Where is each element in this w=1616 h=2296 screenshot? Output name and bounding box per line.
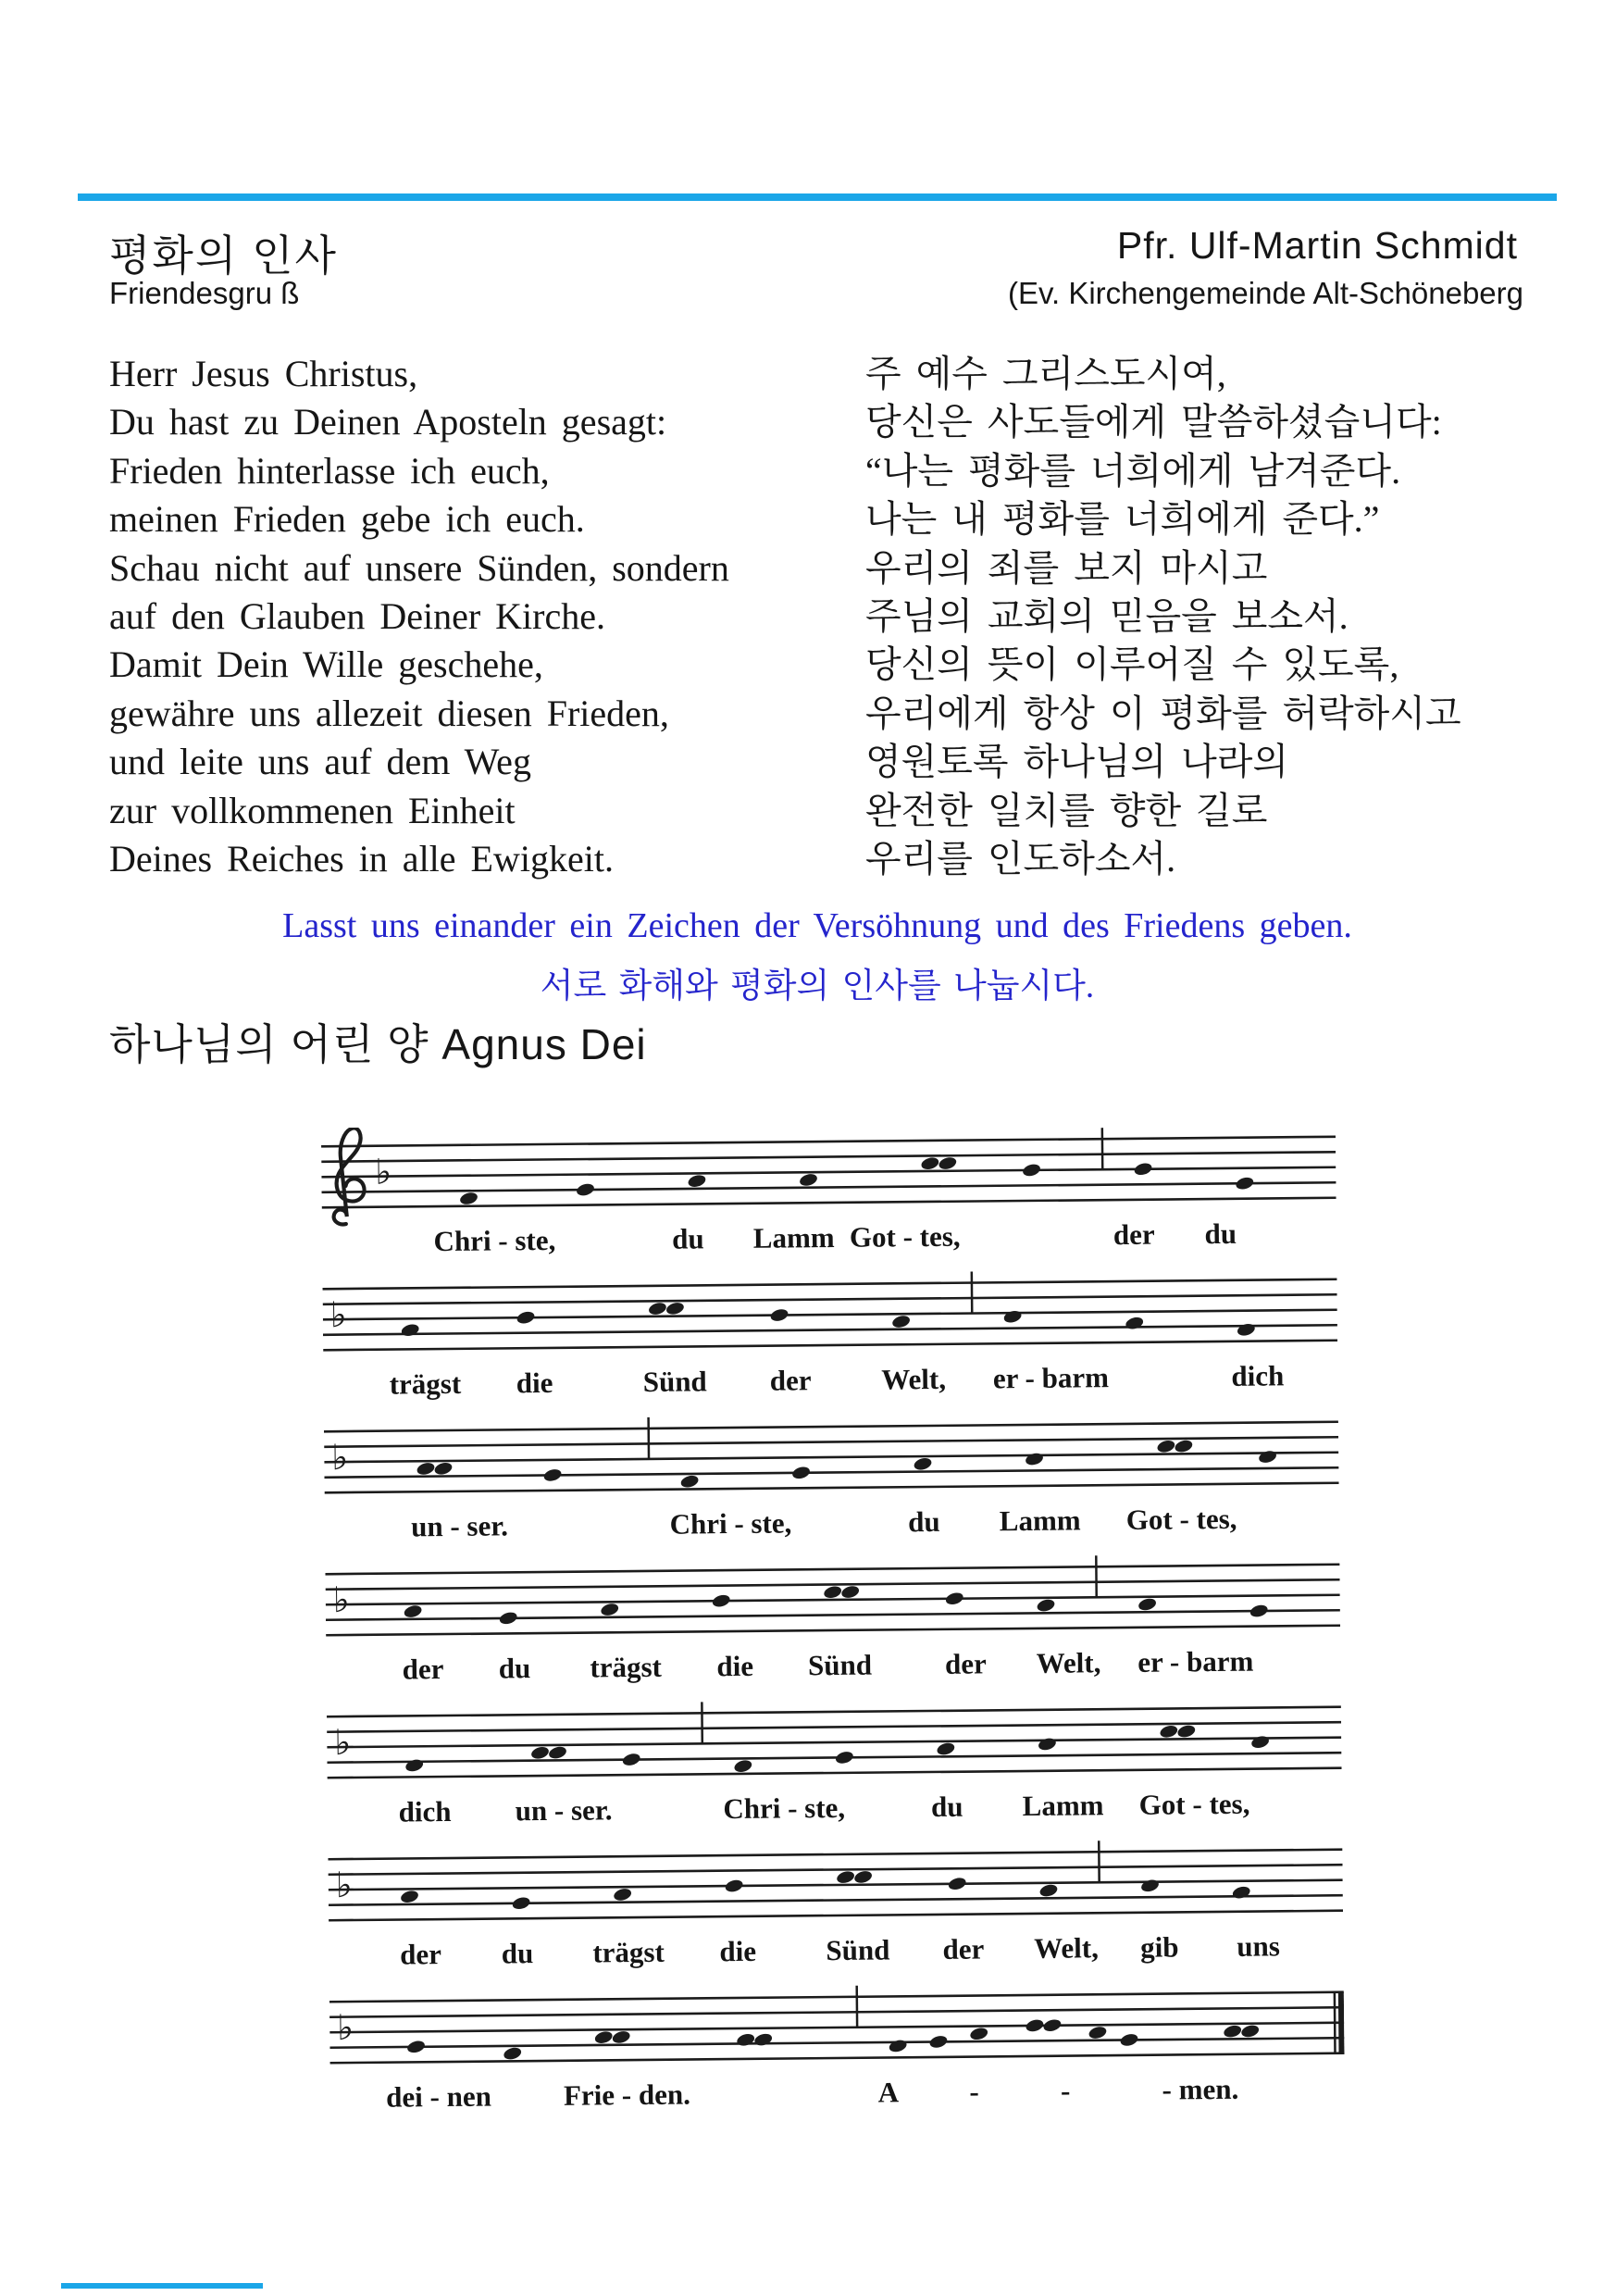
- staff-line: [327, 1707, 1341, 1717]
- bottom-divider-rule: [61, 2283, 263, 2289]
- lyric-syllable: Chri - ste,: [723, 1791, 846, 1826]
- notehead: [853, 1869, 874, 1885]
- lyric-syllable: die: [716, 1649, 754, 1683]
- prayer-line-korean: 영원토록 하나님의 나라의: [865, 741, 1289, 783]
- prayer-line-korean: 우리의 죄를 보지 마시고: [865, 546, 1268, 589]
- notehead: [530, 1745, 551, 1761]
- prayer-column-korean: [865, 350, 1550, 883]
- notehead: [400, 1322, 420, 1338]
- notehead: [736, 2032, 756, 2048]
- staff-line: [321, 1152, 1336, 1162]
- lyric-syllable: der: [399, 1938, 442, 1971]
- staff-line: [328, 1768, 1342, 1778]
- notehead: [1133, 1161, 1153, 1177]
- flat-sign-icon: ♭: [335, 1864, 353, 1906]
- notehead: [769, 1307, 789, 1323]
- notehead: [944, 1591, 964, 1606]
- flat-sign-icon: ♭: [332, 1579, 350, 1621]
- notehead: [1231, 1885, 1251, 1901]
- lyric-syllable: der: [769, 1364, 812, 1397]
- notehead: [621, 1752, 641, 1767]
- prayer-line-korean: “나는 평화를 너희에게 남겨준다.: [865, 449, 1401, 492]
- flat-sign-icon: ♭: [336, 2006, 354, 2049]
- lyric-syllable: Sünd: [807, 1648, 873, 1682]
- final-barline-thick: [1338, 1992, 1345, 2053]
- notehead: [936, 1741, 956, 1757]
- notehead: [1235, 1176, 1255, 1192]
- prayer-line-korean: 우리를 인도하소서.: [865, 838, 1176, 880]
- lyric-syllable: un - ser.: [515, 1793, 613, 1828]
- page-title-korean: 평화의 인사: [109, 231, 338, 280]
- lyric-syllable: du: [498, 1652, 531, 1685]
- lyric-syllable: trägst: [590, 1650, 663, 1684]
- notehead: [840, 1584, 861, 1600]
- notehead: [799, 1172, 819, 1188]
- staff-line: [326, 1610, 1340, 1620]
- lyric-syllable: A: [877, 2076, 900, 2109]
- notehead: [542, 1467, 563, 1483]
- notehead: [1137, 1597, 1158, 1613]
- staff-line: [321, 1137, 1336, 1147]
- music-staff-3: [324, 1404, 1339, 1548]
- lyric-syllable: dich: [398, 1794, 452, 1828]
- notehead: [1156, 1439, 1176, 1454]
- lyric-syllable: der: [1113, 1217, 1155, 1252]
- prayer-line-german: Damit Dein Wille geschehe,: [109, 643, 543, 686]
- notehead: [1240, 2024, 1261, 2040]
- lyric-syllable: -: [969, 2075, 979, 2108]
- staff-line: [327, 1738, 1341, 1748]
- lyric-syllable: uns: [1237, 1929, 1281, 1963]
- lyric-syllable: - men.: [1162, 2072, 1239, 2106]
- notehead: [947, 1876, 967, 1891]
- flat-sign-icon: ♭: [375, 1151, 392, 1192]
- prayer-line-german: Deines Reiches in alle Ewigkeit.: [109, 838, 614, 880]
- staff-line: [326, 1626, 1340, 1636]
- music-staff-7: [329, 1974, 1345, 2118]
- final-barline: [1335, 1992, 1336, 2053]
- notehead: [834, 1750, 854, 1766]
- prayer-line-korean: 우리에게 항상 이 평화를 허락하시고: [865, 692, 1461, 734]
- notehead: [406, 2039, 427, 2054]
- lyric-syllable: dei - nen: [386, 2079, 492, 2114]
- notehead: [1236, 1322, 1256, 1338]
- staff-line: [323, 1325, 1337, 1335]
- notehead: [403, 1603, 423, 1619]
- notehead: [503, 2046, 523, 2062]
- staff-line: [323, 1279, 1337, 1290]
- lyric-syllable: Chri - ste,: [669, 1506, 792, 1541]
- prayer-line-german: Herr Jesus Christus,: [109, 353, 418, 394]
- sheet-music-block: [321, 1118, 1345, 2126]
- notehead: [1042, 2017, 1063, 2033]
- notehead: [1002, 1309, 1023, 1325]
- prayer-line-german: auf den Glauben Deiner Kirche.: [109, 595, 605, 638]
- notehead: [1022, 1163, 1042, 1179]
- prayer-line-korean: 당신은 사도들에게 말씀하셨습니다:: [865, 401, 1442, 443]
- music-staff-4: [325, 1546, 1340, 1691]
- notehead: [1088, 2025, 1108, 2040]
- notehead: [920, 1155, 940, 1171]
- staff-line: [325, 1565, 1339, 1575]
- lyric-syllable: Lamm: [999, 1504, 1081, 1538]
- notehead: [1223, 2024, 1243, 2040]
- lyric-syllable: du: [930, 1790, 963, 1823]
- lyric-syllable: dich: [1231, 1359, 1285, 1392]
- notehead: [416, 1461, 436, 1477]
- lyric-syllable: Welt,: [1033, 1931, 1100, 1965]
- notehead: [888, 2039, 908, 2054]
- lyric-syllable: Chri - ste,: [433, 1223, 556, 1258]
- lyric-syllable: der: [944, 1647, 987, 1680]
- lyric-syllable: die: [719, 1934, 757, 1968]
- prayer-line-german: gewähre uns allezeit diesen Frieden,: [109, 692, 669, 734]
- staff-line: [323, 1341, 1337, 1351]
- staff-line: [324, 1453, 1338, 1463]
- notehead: [724, 1878, 744, 1894]
- invitation-line-german: Lasst uns einander ein Zeichen der Versöhnung und des Friedens geben.: [282, 906, 1352, 945]
- notehead: [791, 1465, 812, 1480]
- flat-sign-icon: ♭: [331, 1437, 349, 1479]
- notehead: [753, 2032, 774, 2048]
- staff-line: [329, 2007, 1344, 2017]
- lyric-syllable: Frie - den.: [563, 2078, 691, 2112]
- notehead: [733, 1758, 753, 1774]
- lyric-syllable: du: [501, 1937, 534, 1970]
- staff-line: [329, 1895, 1343, 1905]
- notehead: [1125, 1316, 1145, 1331]
- lyric-syllable: er - barm: [1137, 1644, 1254, 1678]
- notehead: [1250, 1734, 1271, 1750]
- prayer-line-german: Schau nicht auf unsere Sünden, sondern: [109, 546, 729, 589]
- prayer-line-german: und leite uns auf dem Weg: [109, 741, 531, 783]
- author-organization: (Ev. Kirchengemeinde Alt-Schöneberg: [1007, 276, 1523, 310]
- lyric-syllable: du: [1204, 1217, 1237, 1251]
- staff-line: [329, 1880, 1343, 1890]
- notehead: [548, 1745, 568, 1761]
- music-staff-2: [322, 1261, 1337, 1405]
- music-staff-6: [328, 1831, 1343, 1976]
- lyric-syllable: du: [907, 1504, 940, 1539]
- lyric-syllable: der: [942, 1932, 985, 1965]
- staff-line: [325, 1483, 1339, 1493]
- notehead: [1038, 1737, 1058, 1753]
- lyric-syllable: Lamm: [752, 1220, 835, 1254]
- notehead: [665, 1301, 686, 1316]
- music-staff-1: [321, 1118, 1336, 1263]
- prayer-line-korean: 주님의 교회의 믿음을 보소서.: [865, 595, 1349, 638]
- notehead: [611, 2029, 631, 2045]
- prayer-line-korean: 주 예수 그리스도시여,: [865, 353, 1226, 394]
- notehead: [823, 1584, 843, 1600]
- notehead: [1174, 1439, 1194, 1454]
- prayer-line-german: Frieden hinterlasse ich euch,: [109, 449, 550, 492]
- notehead: [648, 1301, 668, 1316]
- lyric-syllable: -: [1060, 2074, 1071, 2107]
- lyric-syllable: der: [402, 1653, 444, 1686]
- lyric-syllable: er - barm: [992, 1361, 1110, 1395]
- staff-line: [329, 1911, 1343, 1921]
- lyric-syllable: Sünd: [826, 1933, 890, 1967]
- lyric-syllable: un - ser.: [410, 1509, 509, 1543]
- notehead: [891, 1314, 912, 1329]
- staff-line: [327, 1753, 1341, 1763]
- prayer-column-german: [109, 350, 864, 883]
- prayer-line-korean: 완전한 일치를 향한 길로: [865, 789, 1268, 831]
- prayer-line-korean: 나는 내 평화를 너희에게 준다.”: [865, 498, 1380, 541]
- notehead: [679, 1474, 700, 1490]
- notehead: [400, 1889, 420, 1904]
- notehead: [576, 1182, 596, 1198]
- staff-line: [322, 1182, 1336, 1192]
- notehead: [613, 1887, 633, 1903]
- lyric-syllable: trägst: [592, 1935, 665, 1969]
- notehead: [938, 1155, 958, 1171]
- lyric-syllable: Welt,: [881, 1362, 947, 1396]
- lyric-syllable: Welt,: [1036, 1646, 1101, 1679]
- notehead: [600, 1602, 620, 1617]
- staff-line: [329, 2038, 1344, 2048]
- notehead: [928, 2034, 949, 2050]
- notehead: [1176, 1724, 1197, 1740]
- staff-line: [329, 2023, 1344, 2033]
- lyric-syllable: gib: [1140, 1930, 1179, 1964]
- notehead: [404, 1758, 425, 1774]
- staff-line: [324, 1422, 1338, 1432]
- staff-line: [329, 1865, 1343, 1875]
- notehead: [433, 1461, 454, 1477]
- prayer-line-german: meinen Frieden gebe ich euch.: [109, 498, 585, 541]
- staff-line: [321, 1167, 1336, 1178]
- lyric-syllable: du: [671, 1222, 704, 1255]
- notehead: [593, 2029, 614, 2045]
- staff-line: [329, 1992, 1344, 2003]
- staff-line: [330, 2053, 1345, 2064]
- invitation-line-korean: 서로 화해와 평화의 인사를 나눕시다.: [540, 967, 1095, 1005]
- author-name: Pfr. Ulf-Martin Schmidt: [1116, 224, 1518, 267]
- notehead: [511, 1895, 531, 1911]
- notehead: [1249, 1603, 1269, 1619]
- agnus-dei-heading: 하나님의 어린 양 Agnus Dei: [109, 1020, 647, 1068]
- lyric-syllable: Sünd: [642, 1365, 707, 1398]
- flat-sign-icon: ♭: [329, 1294, 347, 1336]
- notehead: [1159, 1724, 1179, 1740]
- notehead: [459, 1191, 479, 1206]
- notehead: [1025, 1452, 1045, 1467]
- notehead: [836, 1869, 856, 1885]
- notehead: [498, 1610, 518, 1626]
- prayer-line-german: zur vollkommenen Einheit: [109, 789, 516, 831]
- notehead: [1258, 1449, 1278, 1465]
- notehead: [711, 1593, 731, 1609]
- notehead: [1025, 2018, 1045, 2034]
- top-divider-rule: [78, 193, 1557, 201]
- notehead: [1119, 2032, 1139, 2048]
- staff-line: [323, 1294, 1337, 1304]
- staff-line: [323, 1310, 1337, 1320]
- lyric-syllable: Got - tes,: [1125, 1502, 1237, 1536]
- notehead: [1036, 1598, 1056, 1614]
- lyric-syllable: Lamm: [1022, 1789, 1104, 1823]
- notehead: [1038, 1883, 1059, 1899]
- notehead: [913, 1456, 933, 1472]
- page-subtitle-german: Friendesgru ß: [109, 276, 300, 310]
- lyric-syllable: die: [516, 1366, 553, 1400]
- staff-line: [328, 1850, 1342, 1860]
- staff-line: [324, 1467, 1338, 1478]
- notehead: [1140, 1878, 1161, 1893]
- lyric-syllable: Got - tes,: [849, 1219, 961, 1254]
- notehead: [969, 2026, 989, 2041]
- notehead: [687, 1173, 707, 1189]
- lyric-syllable: trägst: [389, 1366, 462, 1401]
- lyric-syllable: Got - tes,: [1138, 1787, 1250, 1821]
- flat-sign-icon: ♭: [334, 1722, 352, 1764]
- prayer-line-german: Du hast zu Deinen Aposteln gesagt:: [109, 401, 667, 443]
- invitation-block: [78, 905, 1557, 1007]
- prayer-line-korean: 당신의 뜻이 이루어질 수 있도록,: [865, 643, 1399, 686]
- notehead: [516, 1310, 536, 1326]
- music-staff-5: [327, 1689, 1342, 1833]
